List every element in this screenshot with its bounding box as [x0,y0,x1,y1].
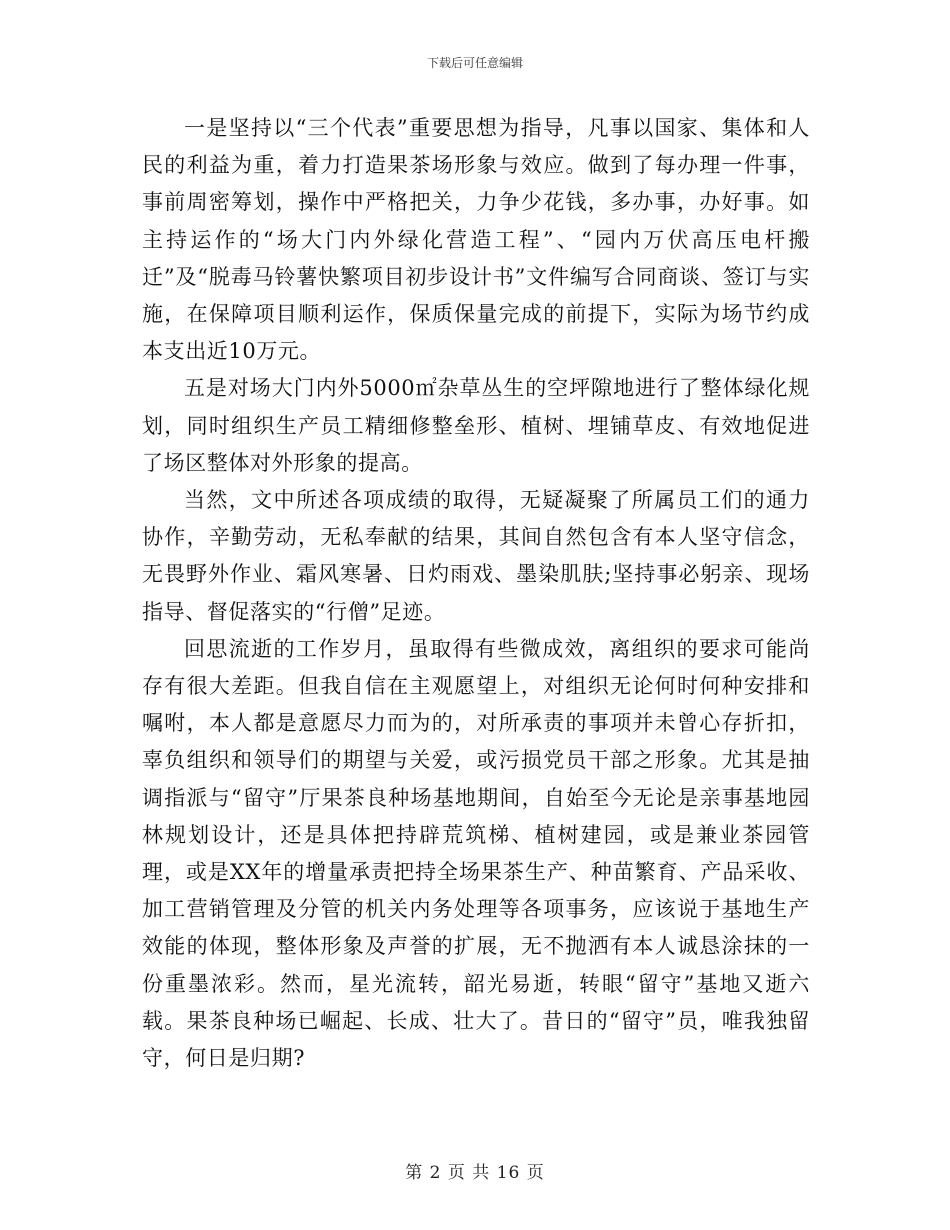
page-number-footer: 第 2 页 共 16 页 [405,1163,545,1183]
paragraph: 五是对场大门内外5000㎡杂草丛生的空坪隙地进行了整体绿化规划，同时组织生产员工精细修整垒形、植树、埋铺草皮、有效地促进了场区整体对外形象的提高。 [142,376,810,475]
paragraph: 一是坚持以“三个代表”重要思想为指导，凡事以国家、集体和人民的利益为重，着力打造果茶场形象与效应。做到了每办理一件事，事前周密筹划，操作中严格把关，力争少花钱，多办事，办好事。如主持运作的“场大门内外绿化营造工程”、“园内万伏高压电杆搬迁”及“脱毒马铃薯快繁项目初步设计书”文件编写合同商谈、签订与实施，在保障项目顺利运作，保质保量完成的前提下，实际为场节约成本支出近10万元。 [142,116,810,364]
paragraph: 回思流逝的工作岁月，虽取得有些微成效，离组织的要求可能尚存有很大差距。但我自信在主观愿望上，对组织无论何时何种安排和嘱咐，本人都是意愿尽力而为的，对所承责的事项并未曾心存折扣，辜负组织和领导们的期望与关爱，或污损党员干部之形象。尤其是抽调指派与“留守”厅果茶良种场基地期间，自始至今无论是亲事基地园林规划设计，还是具体把持辟荒筑梯、植树建园，或是兼业茶园管理，或是XX年的增量承责把持全场果茶生产、种苗繁育、产品采收、加工营销管理及分管的机关内务处理等各项事务，应该说于基地生产效能的体现，整体形象及声誉的扩展，无不抛洒有本人诚恳涂抹的一份重墨浓彩。然而，星光流转，韶光易逝，转眼“留守”基地又逝六载。果茶良种场已崛起、长成、壮大了。昔日的“留守”员，唯我独留守，何日是归期? [142,636,810,1071]
header-note: 下载后可任意编辑 [426,56,523,70]
paragraph: 当然，文中所述各项成绩的取得，无疑凝聚了所属员工们的通力协作，辛勤劳动，无私奉献的结果，其间自然包含有本人坚守信念，无畏野外作业、霜风寒暑、日灼雨戏、墨染肌肤;坚持事必躬亲、现场指导、督促落实的“行僧”足迹。 [142,488,810,624]
body-text [142,110,810,1077]
